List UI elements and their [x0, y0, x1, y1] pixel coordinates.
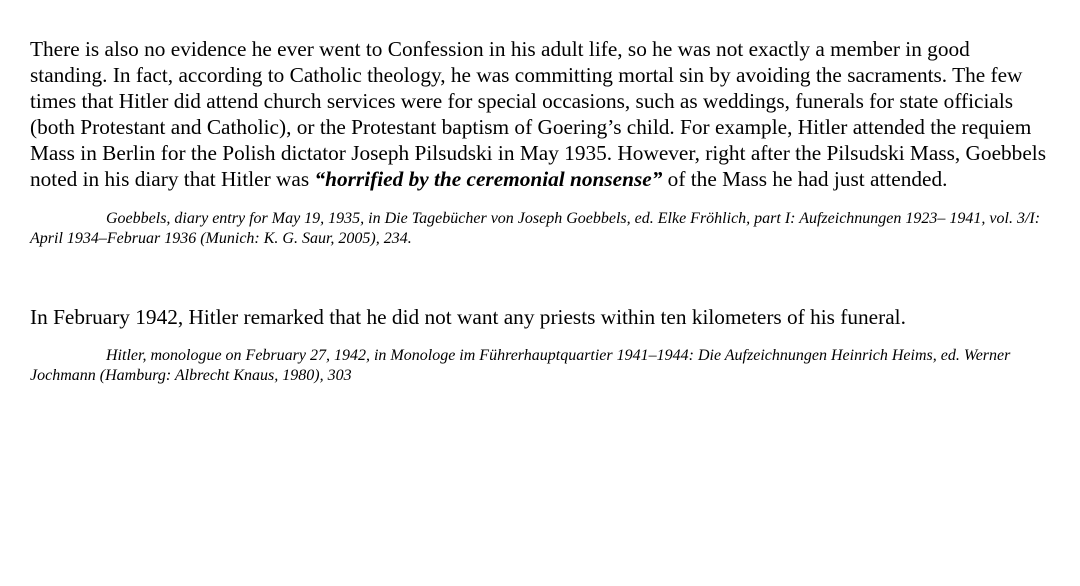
paragraph-funeral: In February 1942, Hitler remarked that he did not want any priests within ten kilometers of his funeral.	[30, 305, 906, 329]
citation-goebbels-diary: Goebbels, diary entry for May 19, 1935, in Die Tagebücher von Joseph Goebbels, ed. Elke Fröhlich, part I: Aufzeichnungen 1923– 1941, vol. 3/I: April 1934–Februar 1936 (Munich: K. G. Saur, 2005), 234.	[30, 210, 1041, 247]
citation-hitler-monologue: Hitler, monologue on February 27, 1942, in Monologe im Führerhauptquartier 1941–1944: Die Aufzeichnungen Heinrich Heims, ed. Werner Jochmann (Hamburg: Albrecht Knaus, 1980), 303	[30, 347, 1011, 384]
paragraph-confession-text: There is also no evidence he ever went to Confession in his adult life, so he was not exactly a member in good standing. In fact, according to Catholic theology, he was committing mortal sin by avoiding the sacraments. The few times that Hitler did attend church services were for special occasions, such as weddings, funerals for state officials (both Protestant and Catholic), or the Protestant baptism of Goering’s child. For example, Hitler attended the requiem Mass in Berlin for the Polish dictator Joseph Pilsudski in May 1935. However, right after the Pilsudski Mass, Goebbels noted in his diary that Hitler was	[30, 37, 1046, 191]
paragraph-confession-ending: of the Mass he had just attended.	[662, 167, 948, 191]
paragraph-confession	[30, 36, 1052, 192]
goebbels-quote: “horrified by the ceremonial nonsense”	[314, 167, 663, 191]
